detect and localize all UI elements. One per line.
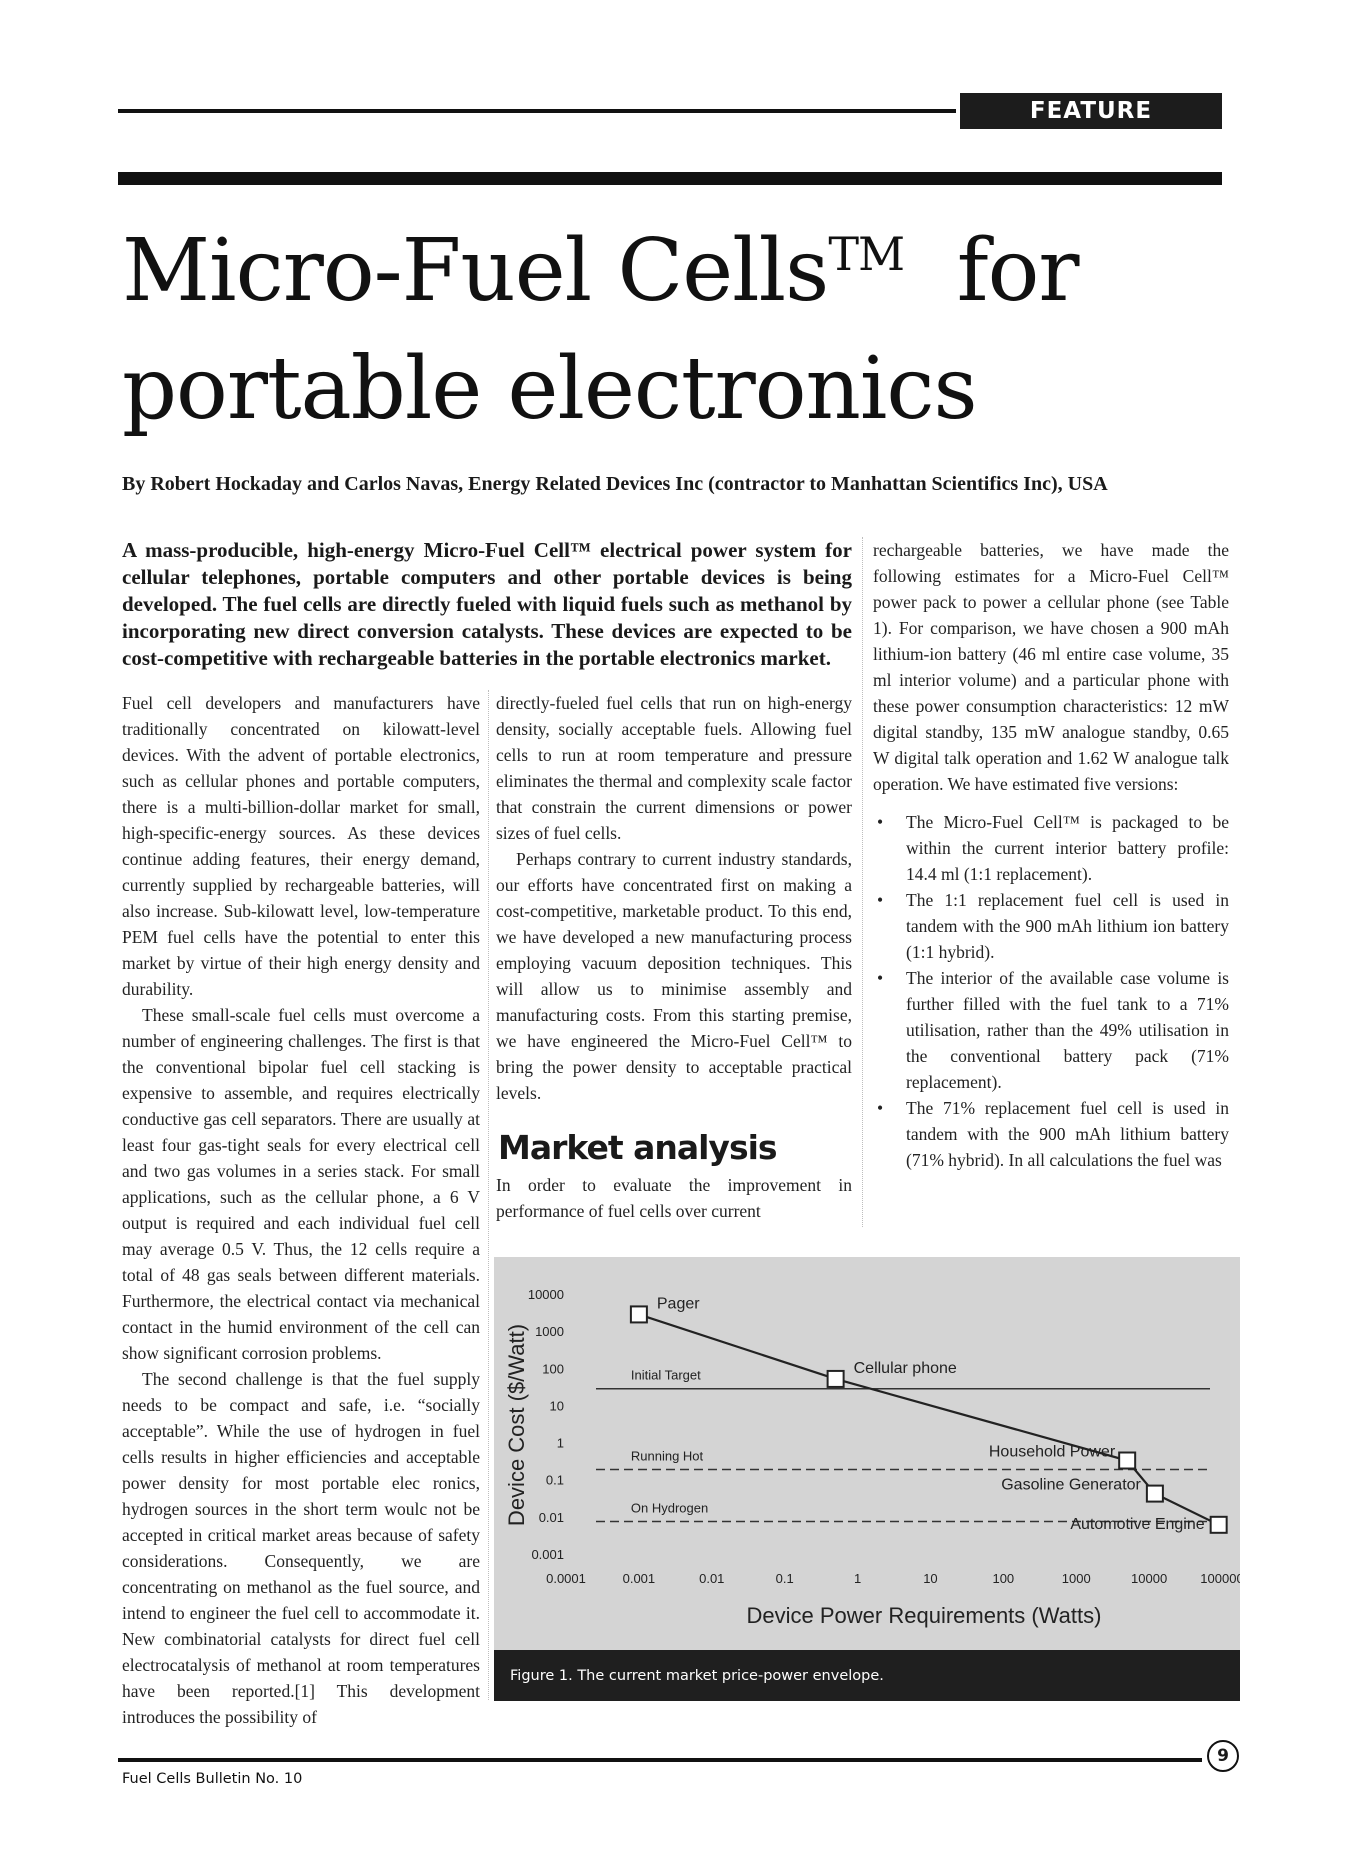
chart-svg xyxy=(494,1257,1240,1650)
list-item: • The interior of the available case volume is further filled with the fuel tank to a 71% utilisation, rather than the 49% utilisation in the conventional battery pack (71% replacement). xyxy=(873,965,1229,1095)
footer-publication: Fuel Cells Bulletin No. 10 xyxy=(122,1771,303,1787)
column-divider xyxy=(488,690,489,1700)
data-label: Automotive Engine xyxy=(1070,1515,1205,1533)
x-tick-label: 0.001 xyxy=(622,1571,656,1586)
list-item: • The 71% replacement fuel cell is used in tandem with the 900 mAh lithium battery (71% hybrid). In all calculations the fuel was xyxy=(873,1095,1229,1173)
y-axis-label: Device Cost ($/Watt) xyxy=(504,1323,529,1527)
abstract: A mass-producible, high-energy Micro-Fuel Cell™ electrical power system for cellular telephones, portable computers and other portable devices is being developed. The fuel cells are directly fueled with liquid fuels such as methanol by incorporating new direct conversion catalysts. These devices are expected to be cost-competitive with rechargeable batteries in the portable electronics market. xyxy=(122,538,852,670)
x-axis-label: Device Power Requirements (Watts) xyxy=(746,1603,1102,1628)
figure-caption: Figure 1. The current market price-power envelope. xyxy=(494,1650,1240,1701)
bullet-icon: • xyxy=(877,812,884,832)
reference-line-label: On Hydrogen xyxy=(630,1500,709,1516)
footer-rule xyxy=(118,1758,1202,1762)
column-1 xyxy=(122,690,480,1730)
x-tick-label: 10000 xyxy=(1131,1571,1168,1586)
reference-line-label: Running Hot xyxy=(630,1448,704,1464)
list-item: • The Micro-Fuel Cell™ is packaged to be within the current interior battery profile: 14.4 ml (1:1 replacement). xyxy=(873,809,1229,887)
y-tick-label: 1 xyxy=(556,1435,564,1451)
y-tick-label: 10000 xyxy=(527,1287,564,1302)
x-tick-label: 0.0001 xyxy=(546,1571,586,1586)
x-tick-label: 1 xyxy=(853,1571,862,1586)
body-paragraph: directly-fueled fuel cells that run on high-energy density, socially acceptable fuels. Allowing fuel cells to run at room temperature and pressure eliminates the thermal and complexity scale factor that constrain the current dimensions or power sizes of fuel cells. xyxy=(496,693,852,843)
x-tick-label: 0.01 xyxy=(699,1571,725,1586)
data-point xyxy=(631,1306,647,1322)
data-point xyxy=(1147,1486,1163,1502)
x-tick-label: 1000 xyxy=(1061,1571,1091,1586)
y-tick-label: 0.01 xyxy=(538,1509,564,1525)
bullet-icon: • xyxy=(877,968,884,988)
x-tick-label: 0.1 xyxy=(775,1571,794,1586)
y-tick-label: 1000 xyxy=(535,1324,564,1340)
section-heading: Market analysis xyxy=(498,1128,777,1167)
body-paragraph: In order to evaluate the improvement in performance of fuel cells over current xyxy=(496,1175,852,1221)
data-label: Household Power xyxy=(988,1443,1116,1461)
list-item: • The 1:1 replacement fuel cell is used in tandem with the 900 mAh lithium ion battery (1:1 hybrid). xyxy=(873,887,1229,965)
title-line2: portable electronics xyxy=(122,339,977,439)
x-tick-label: 100 xyxy=(992,1571,1015,1586)
header-rule xyxy=(118,109,956,113)
page-number: 9 xyxy=(1207,1740,1239,1772)
data-point xyxy=(1119,1453,1135,1469)
data-label: Gasoline Generator xyxy=(1001,1476,1141,1494)
section-label: FEATURE xyxy=(960,93,1222,129)
data-point xyxy=(1211,1517,1227,1533)
article-title xyxy=(122,195,1222,448)
body-paragraph: rechargeable batteries, we have made the following estimates for a Micro-Fuel Cell™ power pack to power a cellular phone (see Table 1). For comparison, we have chosen a 900 mAh lithium-ion battery (46 ml entire case volume, 35 ml interior volume) and a particular phone with these power consumption characteristics: 12 mW digital standby, 135 mW analogue standby, 0.65 W digital talk operation and 1.62 W analogue talk operation. We have estimated five versions: xyxy=(873,540,1229,794)
y-tick-label: 0.1 xyxy=(545,1472,564,1488)
reference-line-label: Initial Target xyxy=(630,1367,701,1383)
title-tm: TM xyxy=(828,227,905,281)
body-paragraph: Fuel cell developers and manufacturers have traditionally concentrated on kilowatt-level devices. With the advent of portable electronics, such as cellular phones and portable computers, there is a multi-billion-dollar market for small, high-specific-energy sources. As these devices continue adding features, their energy demand, currently supplied by rechargeable batteries, will also increase. Sub-kilowatt level, low-temperature PEM fuel cells have the potential to enter this market by virtue of their high energy density and durability. xyxy=(122,693,480,999)
y-tick-label: 10 xyxy=(549,1398,564,1414)
figure-chart xyxy=(494,1257,1240,1701)
data-point xyxy=(828,1371,844,1387)
data-label: Pager xyxy=(656,1295,700,1313)
byline: By Robert Hockaday and Carlos Navas, Energy Related Devices Inc (contractor to Manhattan Scientifics Inc), USA xyxy=(122,473,1108,495)
body-paragraph: Perhaps contrary to current industry standards, our efforts have concentrated first on making a cost-competitive, marketable product. To this end, we have developed a new manufacturing process employing vacuum deposition techniques. This will allow us to minimise assembly and manufacturing costs. From this starting premise, we have engineered the Micro-Fuel Cell™ to bring the power density to acceptable practical levels. xyxy=(496,849,852,1103)
title-line1: Micro-Fuel Cells xyxy=(122,221,829,321)
bullet-icon: • xyxy=(877,890,884,910)
body-paragraph: The second challenge is that the fuel supply needs to be compact and safe, i.e. “socially acceptable”. While the use of hydrogen in fuel cells results in higher efficiencies and acceptable power density for most portable elec ronics, hydrogen sources in the short term woulc not be accepted in critical market areas because of safety considerations. Consequently, we are concentrating on methanol as the fuel source, and intend to engineer the fuel cell to accommodate it. New combinatorial catalysts for direct fuel cell electrocatalysis of methanol at room temperatures have been reported.[1] This development introduces the possibility of xyxy=(122,1369,480,1727)
bullet-icon: • xyxy=(877,1098,884,1118)
column-2-continued xyxy=(496,1172,852,1224)
x-tick-label: 100000 xyxy=(1200,1571,1240,1586)
body-paragraph: These small-scale fuel cells must overcome a number of engineering challenges. The first is that the conventional bipolar fuel cell stacking is expensive to assemble, and requires electrically conductive gas cell separators. There are usually at least four gas-tight seals for every electrical cell and two gas volumes in a series stack. For small applications, such as the cellular phone, a 6 V output is required and each individual fuel cell may average 0.5 V. Thus, the 12 cells require a total of 48 gas seals between different materials. Furthermore, the electrical contact via mechanical contact in the humid environment of the cell can show significant corrosion problems. xyxy=(122,1005,480,1363)
column-2 xyxy=(496,690,852,1106)
title-for: for xyxy=(956,221,1079,321)
version-list xyxy=(873,809,1229,1173)
x-tick-label: 10 xyxy=(923,1571,938,1586)
y-tick-label: 0.001 xyxy=(531,1547,564,1562)
y-tick-label: 100 xyxy=(542,1361,564,1377)
data-label: Cellular phone xyxy=(853,1359,957,1377)
title-rule xyxy=(118,172,1222,185)
column-divider xyxy=(862,537,863,1227)
column-3 xyxy=(873,537,1229,1173)
